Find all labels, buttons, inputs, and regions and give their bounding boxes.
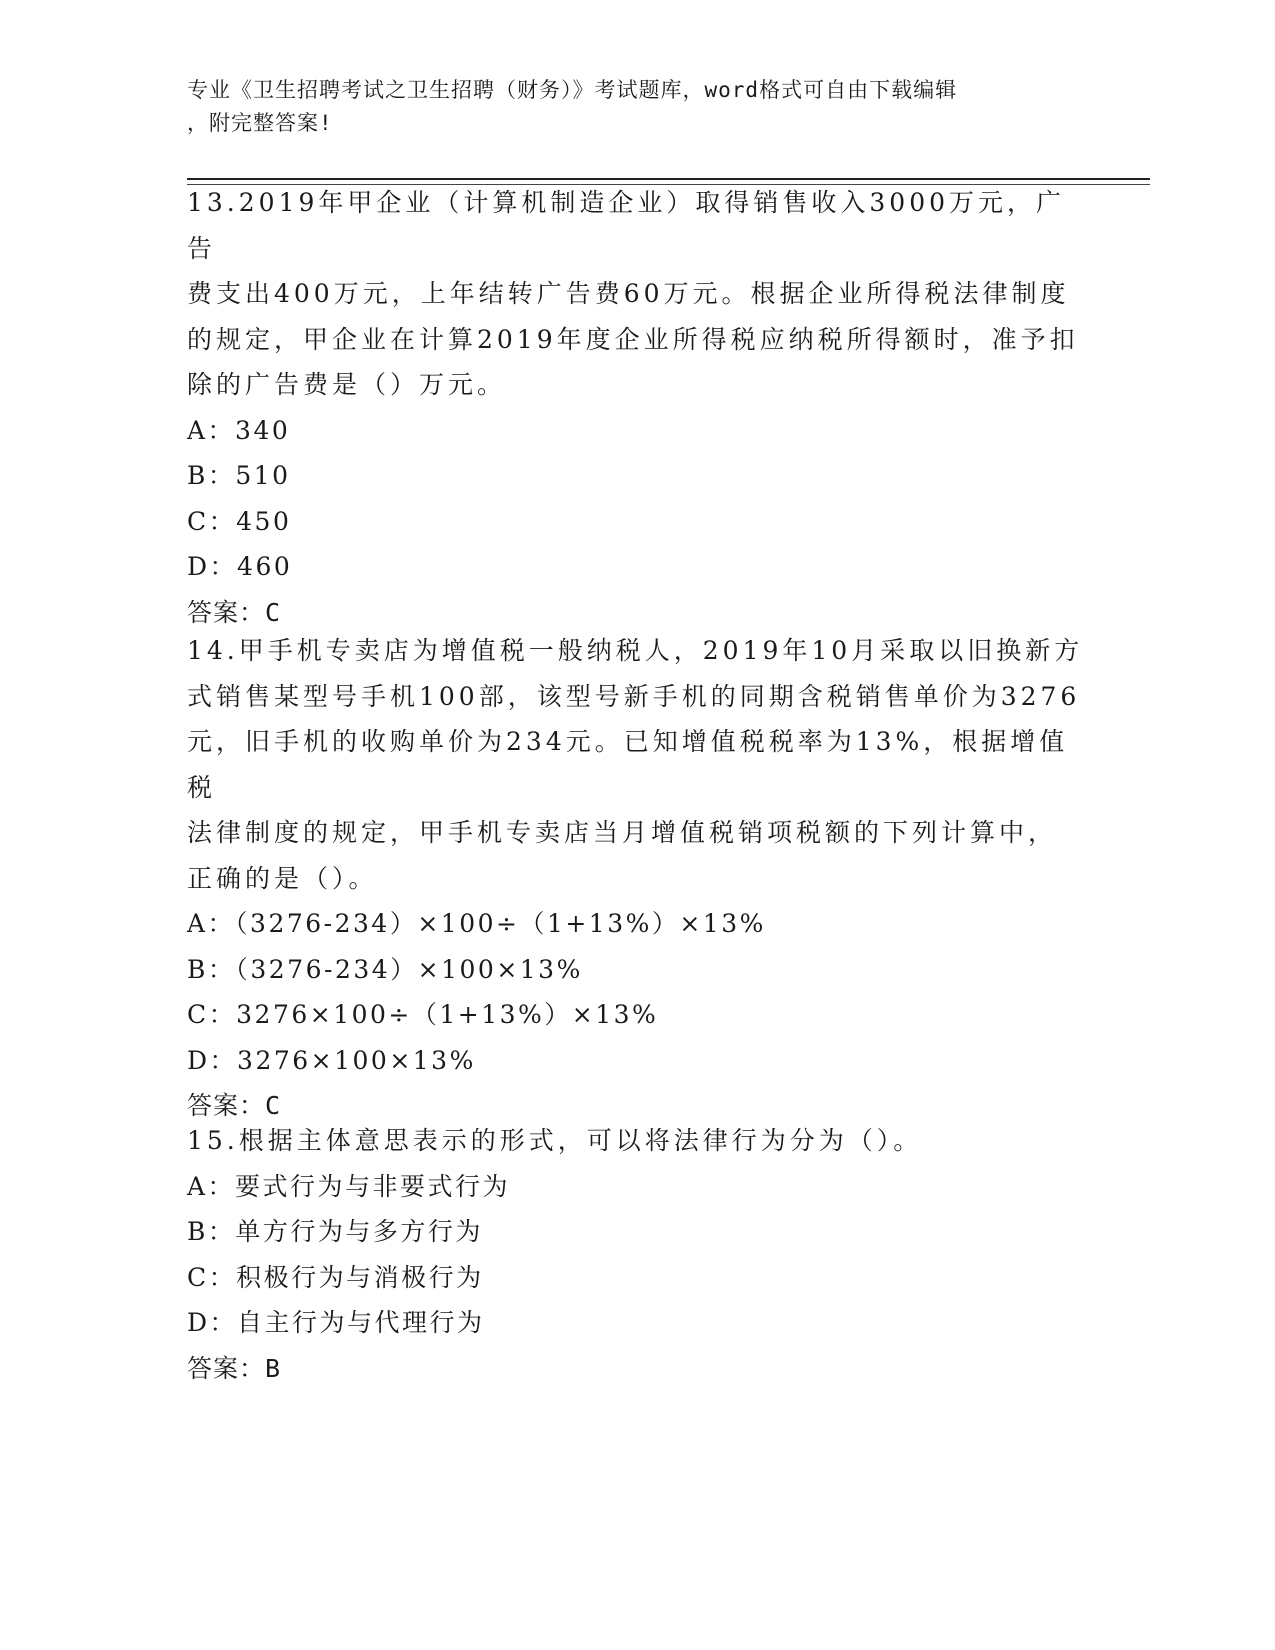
option-d: D：3276×100×13%	[187, 1045, 476, 1075]
option-c: C：积极行为与消极行为	[187, 1262, 484, 1292]
option-b: B：510	[187, 461, 291, 490]
option-c: C：3276×100÷（1+13%）×13%	[187, 1000, 659, 1029]
answer-line: 答案：B	[187, 1353, 282, 1383]
header-line-1: 专业《卫生招聘考试之卫生招聘（财务）》考试题库，word格式可自由下载编辑	[187, 78, 958, 102]
question-13	[187, 180, 1087, 635]
option-d: D：自主行为与代理行为	[187, 1308, 485, 1337]
question-stem-line: 13.2019年甲企业（计算机制造企业）取得销售收入3000万元，广告	[187, 188, 1066, 263]
document-header	[187, 74, 1087, 140]
option-b: B：（3276-234）×100×13%	[187, 954, 583, 984]
question-14	[187, 628, 1087, 1129]
question-stem-line: 式销售某型号手机100部，该型号新手机的同期含税销售单价为3276	[187, 681, 1081, 711]
option-c: C：450	[187, 506, 292, 536]
question-stem-line: 法律制度的规定，甲手机专卖店当月增值税销项税额的下列计算中，	[187, 818, 1058, 847]
option-d: D：460	[187, 552, 293, 581]
option-a: A：要式行为与非要式行为	[187, 1171, 511, 1201]
option-b: B：单方行为与多方行为	[187, 1217, 483, 1246]
option-a: A：340	[187, 415, 291, 445]
question-stem-line: 15.根据主体意思表示的形式，可以将法律行为分为（）。	[187, 1126, 923, 1155]
option-a: A：（3276-234）×100÷（1+13%）×13%	[187, 909, 766, 938]
answer-line: 答案：C	[187, 597, 282, 627]
question-stem-line: 正确的是（）。	[187, 863, 378, 893]
header-line-2: ，附完整答案!	[187, 111, 333, 135]
answer-line: 答案：C	[187, 1091, 282, 1120]
question-stem-line: 14.甲手机专卖店为增值税一般纳税人，2019年10月采取以旧换新方	[187, 636, 1084, 665]
question-stem-line: 费支出400万元，上年结转广告费60万元。根据企业所得税法律制度	[187, 279, 1070, 308]
question-stem-line: 元，旧手机的收购单价为234元。已知增值税税率为13%，根据增值税	[187, 727, 1069, 802]
question-stem-line: 除的广告费是（）万元。	[187, 370, 507, 399]
question-15	[187, 1118, 1087, 1391]
question-stem-line: 的规定，甲企业在计算2019年度企业所得税应纳税所得额时，准予扣	[187, 324, 1079, 354]
